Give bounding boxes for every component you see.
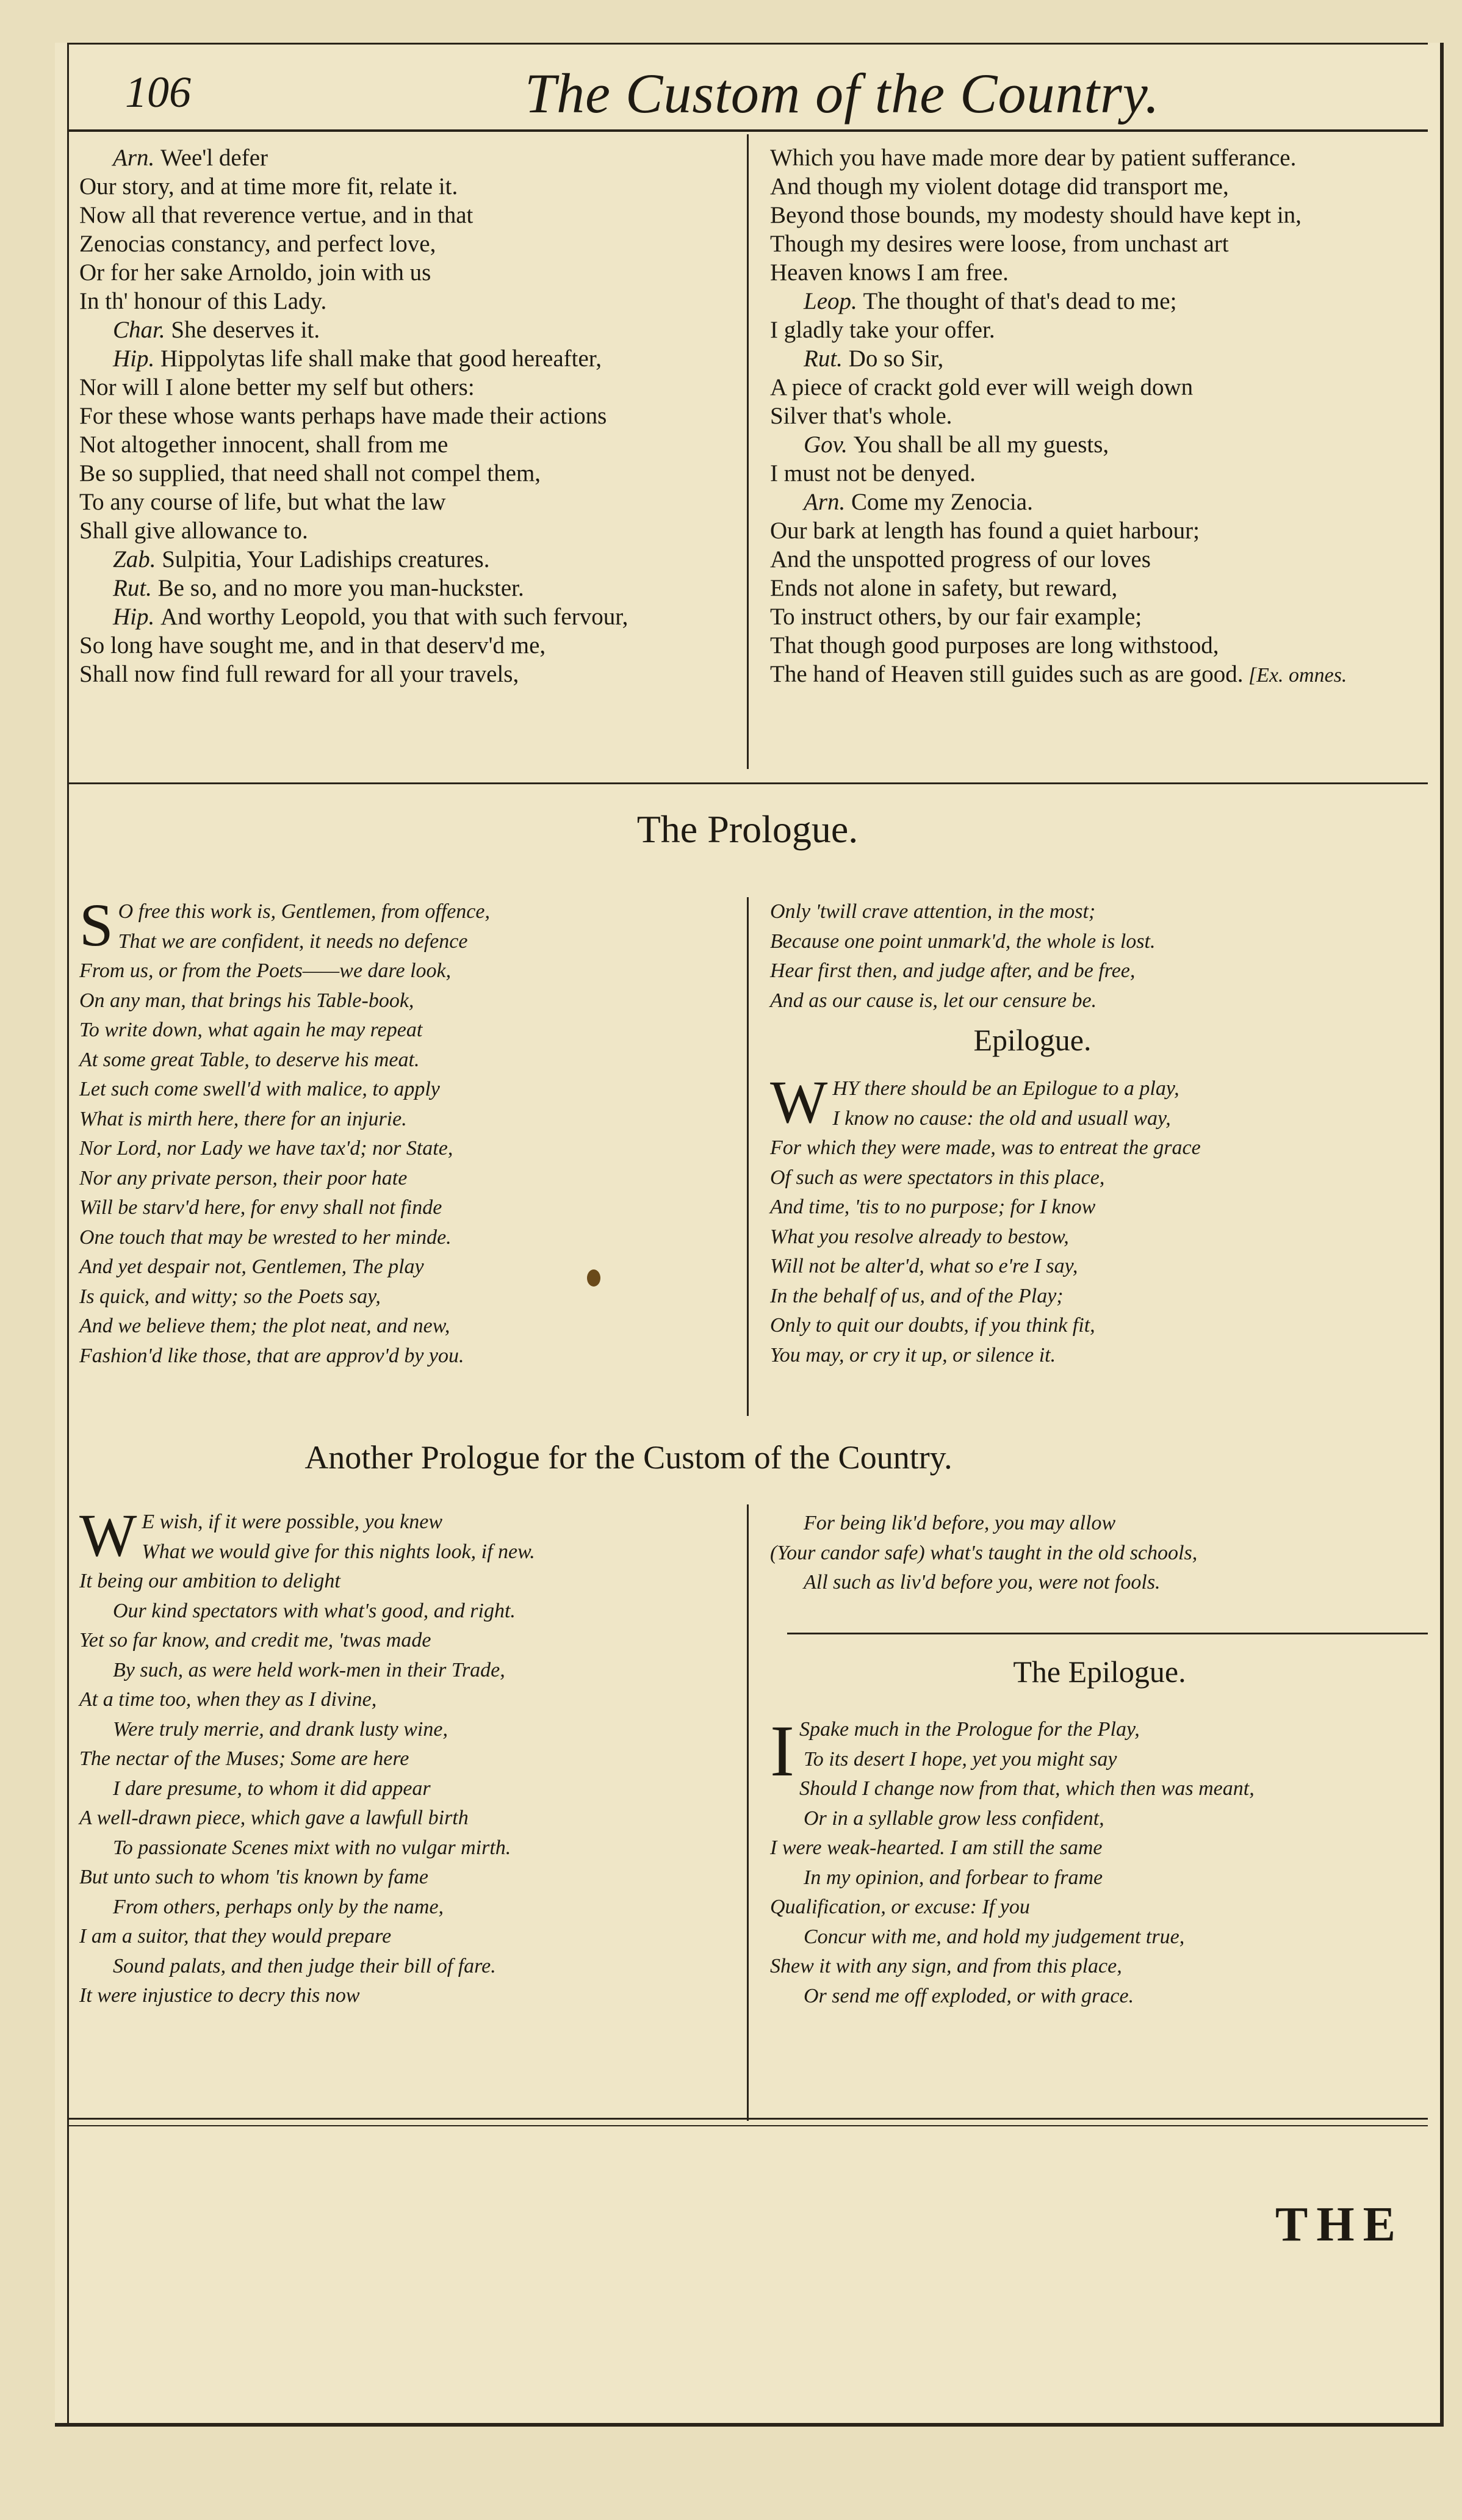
verse-line: Concur with me, and hold my judgement true, (804, 1925, 1185, 1948)
verse-line: Fashion'd like those, that are approv'd by you. (79, 1344, 464, 1367)
dialogue-line (770, 430, 1435, 459)
dialogue-line (770, 258, 1435, 287)
speech-text: And worthy Leopold, you that with such fervour, (160, 604, 628, 630)
second-epilogue-block (770, 1710, 1429, 2011)
speaker-name: Char. (113, 317, 171, 343)
verse-line: A well-drawn piece, which gave a lawfull birth (79, 1807, 469, 1829)
speech-text: Come my Zenocia. (851, 489, 1033, 515)
verse-line: And time, 'tis to no purpose; for I know (770, 1196, 1096, 1218)
verse-line: At a time too, when they as I divine, (79, 1688, 377, 1711)
another-prologue-title: Another Prologue for the Custom of the Country. (304, 1439, 952, 1476)
column-divider (747, 134, 749, 769)
speech-text: A piece of crackt gold ever will weigh down (770, 374, 1194, 400)
speech-text: Nor will I alone better my self but others: (79, 374, 475, 400)
speech-text: Now all that reverence vertue, and in that (79, 202, 474, 228)
speech-text: To any course of life, but what the law (79, 489, 446, 515)
epilogue-title: Epilogue. (973, 1023, 1092, 1057)
dialogue-line (79, 660, 787, 688)
verse-line: For which they were made, was to entreat the grace (770, 1136, 1201, 1159)
verse-line: But unto such to whom 'tis known by fame (79, 1866, 429, 1888)
speech-text: Hippolytas life shall make that good hereafter, (160, 345, 602, 372)
verse-line: Will be starv'd here, for envy shall not finde (79, 1196, 442, 1219)
epilogue-dropcap: W (770, 1068, 828, 1136)
exit-direction: [Ex. omnes. (1243, 664, 1347, 687)
dialogue-line (770, 545, 1435, 574)
speech-text: Sulpitia, Your Ladiships creatures. (162, 546, 490, 572)
speech-text: To instruct others, by our fair example; (770, 604, 1142, 630)
prologue-divider (747, 897, 749, 1416)
speaker-name: Arn. (113, 145, 160, 171)
verse-line: Is quick, and witty; so the Poets say, (79, 1285, 381, 1308)
verse-line: (Your candor safe) what's taught in the old schools, (770, 1541, 1198, 1564)
ink-blot (587, 1269, 600, 1287)
dialogue-line (79, 402, 787, 430)
verse-line: I were weak-hearted. I am still the same (770, 1836, 1103, 1859)
verse-line: HY there should be an Epilogue to a play, (832, 1077, 1179, 1100)
speech-text: Or for her sake Arnoldo, join with us (79, 259, 431, 286)
dialogue-line (770, 459, 1435, 488)
verse-line: E wish, if it were possible, you knew (142, 1511, 443, 1533)
dialogue-line (79, 631, 787, 660)
speech-text: And though my violent dotage did transport me, (770, 173, 1229, 200)
verse-line: And we believe them; the plot neat, and new, (79, 1315, 450, 1337)
verse-line: What is mirth here, there for an injurie. (79, 1107, 407, 1130)
speech-text: Our story, and at time more fit, relate it. (79, 173, 458, 200)
verse-line: Shew it with any sign, and from this place, (770, 1955, 1122, 1977)
dialogue-line (79, 545, 787, 574)
verse-line: In the behalf of us, and of the Play; (770, 1284, 1064, 1307)
verse-line: In my opinion, and forbear to frame (804, 1866, 1103, 1889)
bottom-section-rule (67, 2118, 1428, 2120)
header-rule (67, 129, 1428, 132)
speaker-name: Hip. (113, 345, 160, 372)
top-frame-rule (67, 43, 1428, 45)
verse-line: Will not be alter'd, what so e're I say, (770, 1255, 1078, 1277)
another-prologue-divider (747, 1504, 749, 2121)
dialogue-line (79, 258, 787, 287)
verse-line: To write down, what again he may repeat (79, 1019, 423, 1041)
book-page (55, 43, 1444, 2427)
verse-line: From us, or from the Poets——we dare look, (79, 959, 452, 982)
speech-text: Shall now find full reward for all your travels, (79, 661, 519, 687)
verse-line: And as our cause is, let our censure be. (770, 989, 1097, 1012)
dialogue-line (79, 344, 787, 373)
dialogue-right-column (770, 143, 1435, 690)
verse-line: All such as liv'd before you, were not fools. (804, 1571, 1161, 1594)
verse-line: The nectar of the Muses; Some are here (79, 1747, 409, 1770)
another-prologue-left (79, 1501, 751, 2011)
dialogue-line (79, 287, 787, 316)
dialogue-line (770, 201, 1435, 229)
verse-line: To its desert I hope, yet you might say (804, 1747, 1117, 1771)
verse-line: Only to quit our doubts, if you think fit, (770, 1314, 1095, 1337)
speech-text: Do so Sir, (848, 345, 944, 372)
speech-text: For these whose wants perhaps have made their actions (79, 403, 607, 429)
dialogue-line (770, 229, 1435, 258)
speech-text: She deserves it. (171, 317, 320, 343)
bottom-section-rule-2 (67, 2125, 1428, 2126)
speech-text: That though good purposes are long withstood, (770, 632, 1219, 659)
verse-line: Because one point unmark'd, the whole is lost. (770, 930, 1156, 953)
dialogue-line (79, 430, 787, 459)
dialogue-line (79, 574, 787, 602)
dialogue-line (770, 344, 1435, 373)
dialogue-line (770, 172, 1435, 201)
dialogue-line (770, 574, 1435, 602)
verse-line: Nor any private person, their poor hate (79, 1166, 408, 1190)
speaker-name: Leop. (804, 288, 863, 314)
speech-text: You shall be all my guests, (853, 431, 1109, 458)
speech-text: Beyond those bounds, my modesty should have kept in, (770, 202, 1302, 228)
epilogue-rule (787, 1633, 1428, 1634)
verse-line: You may, or cry it up, or silence it. (770, 1343, 1056, 1367)
dialogue-line (79, 201, 787, 229)
speech-text: Heaven knows I am free. (770, 259, 1009, 286)
prologue-title: The Prologue. (636, 807, 859, 851)
verse-line: At some great Table, to deserve his meat. (79, 1048, 420, 1071)
verse-line: Qualification, or excuse: If you (770, 1896, 1030, 1918)
second-epilogue-title: The Epilogue. (1013, 1655, 1186, 1689)
dialogue-line (770, 602, 1435, 631)
page-number: 106 (125, 68, 191, 117)
speech-text: Silver that's whole. (770, 403, 952, 429)
verse-line: One touch that may be wrested to her minde. (79, 1226, 452, 1249)
speech-text: The thought of that's dead to me; (863, 288, 1177, 314)
speech-text: I must not be denyed. (770, 460, 976, 486)
speech-text: So long have sought me, and in that deserv'd me, (79, 632, 546, 659)
dialogue-line (79, 143, 787, 172)
dialogue-line (79, 459, 787, 488)
dialogue-line (79, 488, 787, 516)
dialogue-line (770, 373, 1435, 402)
catchword: THE (1275, 2198, 1404, 2251)
left-frame-rule (67, 43, 69, 2423)
speech-text: Though my desires were loose, from unchast art (770, 231, 1229, 257)
speech-text: In th' honour of this Lady. (79, 288, 327, 314)
dialogue-line (79, 172, 787, 201)
verse-line: That we are confident, it needs no defence (118, 930, 468, 953)
verse-line: Were truly merrie, and drank lusty wine, (113, 1717, 448, 1741)
speech-text: Shall give allowance to. (79, 518, 308, 544)
verse-line: I dare presume, to whom it did appear (113, 1777, 431, 1800)
dialogue-left-column (79, 143, 787, 688)
prologue-left (79, 891, 751, 1371)
verse-line: It being our ambition to delight (79, 1570, 340, 1592)
speaker-name: Zab. (113, 546, 162, 572)
second-epilogue-dropcap: I (770, 1710, 794, 1791)
speech-text: Be so supplied, that need shall not compel them, (79, 460, 541, 486)
verse-line: By such, as were held work-men in their Trade, (113, 1658, 505, 1681)
dialogue-line (79, 373, 787, 402)
verse-line: Or in a syllable grow less confident, (804, 1807, 1104, 1830)
dialogue-line (770, 402, 1435, 430)
verse-line: Nor Lord, nor Lady we have tax'd; nor State, (79, 1137, 453, 1160)
verse-line: Yet so far know, and credit me, 'twas made (79, 1629, 431, 1652)
verse-line: Or send me off exploded, or with grace. (804, 1984, 1134, 2007)
dialogue-line (770, 287, 1435, 316)
dialogue-line (79, 316, 787, 344)
another-prologue-dropcap: W (79, 1501, 137, 1569)
speech-text: Zenocias constancy, and perfect love, (79, 231, 436, 257)
speech-text: The hand of Heaven still guides such as are good. (770, 661, 1244, 687)
speaker-name: Rut. (804, 345, 849, 372)
verse-line: Our kind spectators with what's good, and right. (113, 1599, 516, 1622)
verse-line: For being lik'd before, you may allow (804, 1512, 1116, 1534)
verse-line: What you resolve already to bestow, (770, 1225, 1069, 1248)
verse-line: Only 'twill crave attention, in the most; (770, 900, 1096, 923)
speaker-name: Rut. (113, 575, 158, 601)
dialogue-line (770, 631, 1435, 660)
speech-text: Our bark at length has found a quiet harbour; (770, 518, 1200, 544)
verse-line: Spake much in the Prologue for the Play, (799, 1718, 1140, 1741)
running-title: The Custom of the Country. (525, 62, 1160, 125)
verse-line: On any man, that brings his Table-book, (79, 989, 414, 1012)
speech-text: Not altogether innocent, shall from me (79, 431, 448, 458)
speech-text: I gladly take your offer. (770, 317, 995, 343)
speech-text: Ends not alone in safety, but reward, (770, 575, 1118, 601)
dialogue-line (770, 316, 1435, 344)
verse-line: O free this work is, Gentlemen, from offence, (118, 900, 490, 923)
verse-line: And yet despair not, Gentlemen, The play (79, 1255, 424, 1278)
verse-line: Let such come swell'd with malice, to apply (79, 1078, 440, 1100)
speaker-name: Arn. (804, 489, 851, 515)
dialogue-line (770, 143, 1435, 172)
another-prologue-right (770, 1509, 1429, 1598)
speaker-name: Hip. (113, 604, 160, 630)
verse-line: Should I change now from that, which then was meant, (799, 1777, 1255, 1800)
dialogue-line (79, 602, 787, 631)
verse-line: It were injustice to decry this now (79, 1984, 360, 2007)
dialogue-line (770, 488, 1435, 516)
dialogue-line (79, 229, 787, 258)
speech-text: Wee'l defer (160, 145, 268, 171)
verse-line: To passionate Scenes mixt with no vulgar mirth. (113, 1836, 511, 1859)
speech-text: And the unspotted progress of our loves (770, 546, 1151, 572)
verse-line: I am a suitor, that they would prepare (79, 1925, 392, 1948)
speech-text: Be so, and no more you man-huckster. (157, 575, 524, 601)
dialogue-line (79, 516, 787, 545)
speech-text: Which you have made more dear by patient sufferance. (770, 145, 1297, 171)
dialogue-line (770, 516, 1435, 545)
verse-line: Sound palats, and then judge their bill of fare. (113, 1954, 496, 1977)
verse-line: I know no cause: the old and usuall way, (832, 1107, 1171, 1130)
prologue-dropcap: S (79, 891, 113, 959)
dialogue-line (770, 660, 1435, 690)
epilogue-block (770, 1068, 1429, 1370)
verse-line: What we would give for this nights look, if new. (142, 1540, 535, 1563)
prologue-right (770, 897, 1429, 1016)
verse-line: Of such as were spectators in this place, (770, 1166, 1105, 1189)
verse-line: From others, perhaps only by the name, (113, 1895, 444, 1918)
speaker-name: Gov. (804, 431, 854, 458)
section-rule (67, 782, 1428, 784)
verse-line: Hear first then, and judge after, and be free, (770, 959, 1136, 982)
